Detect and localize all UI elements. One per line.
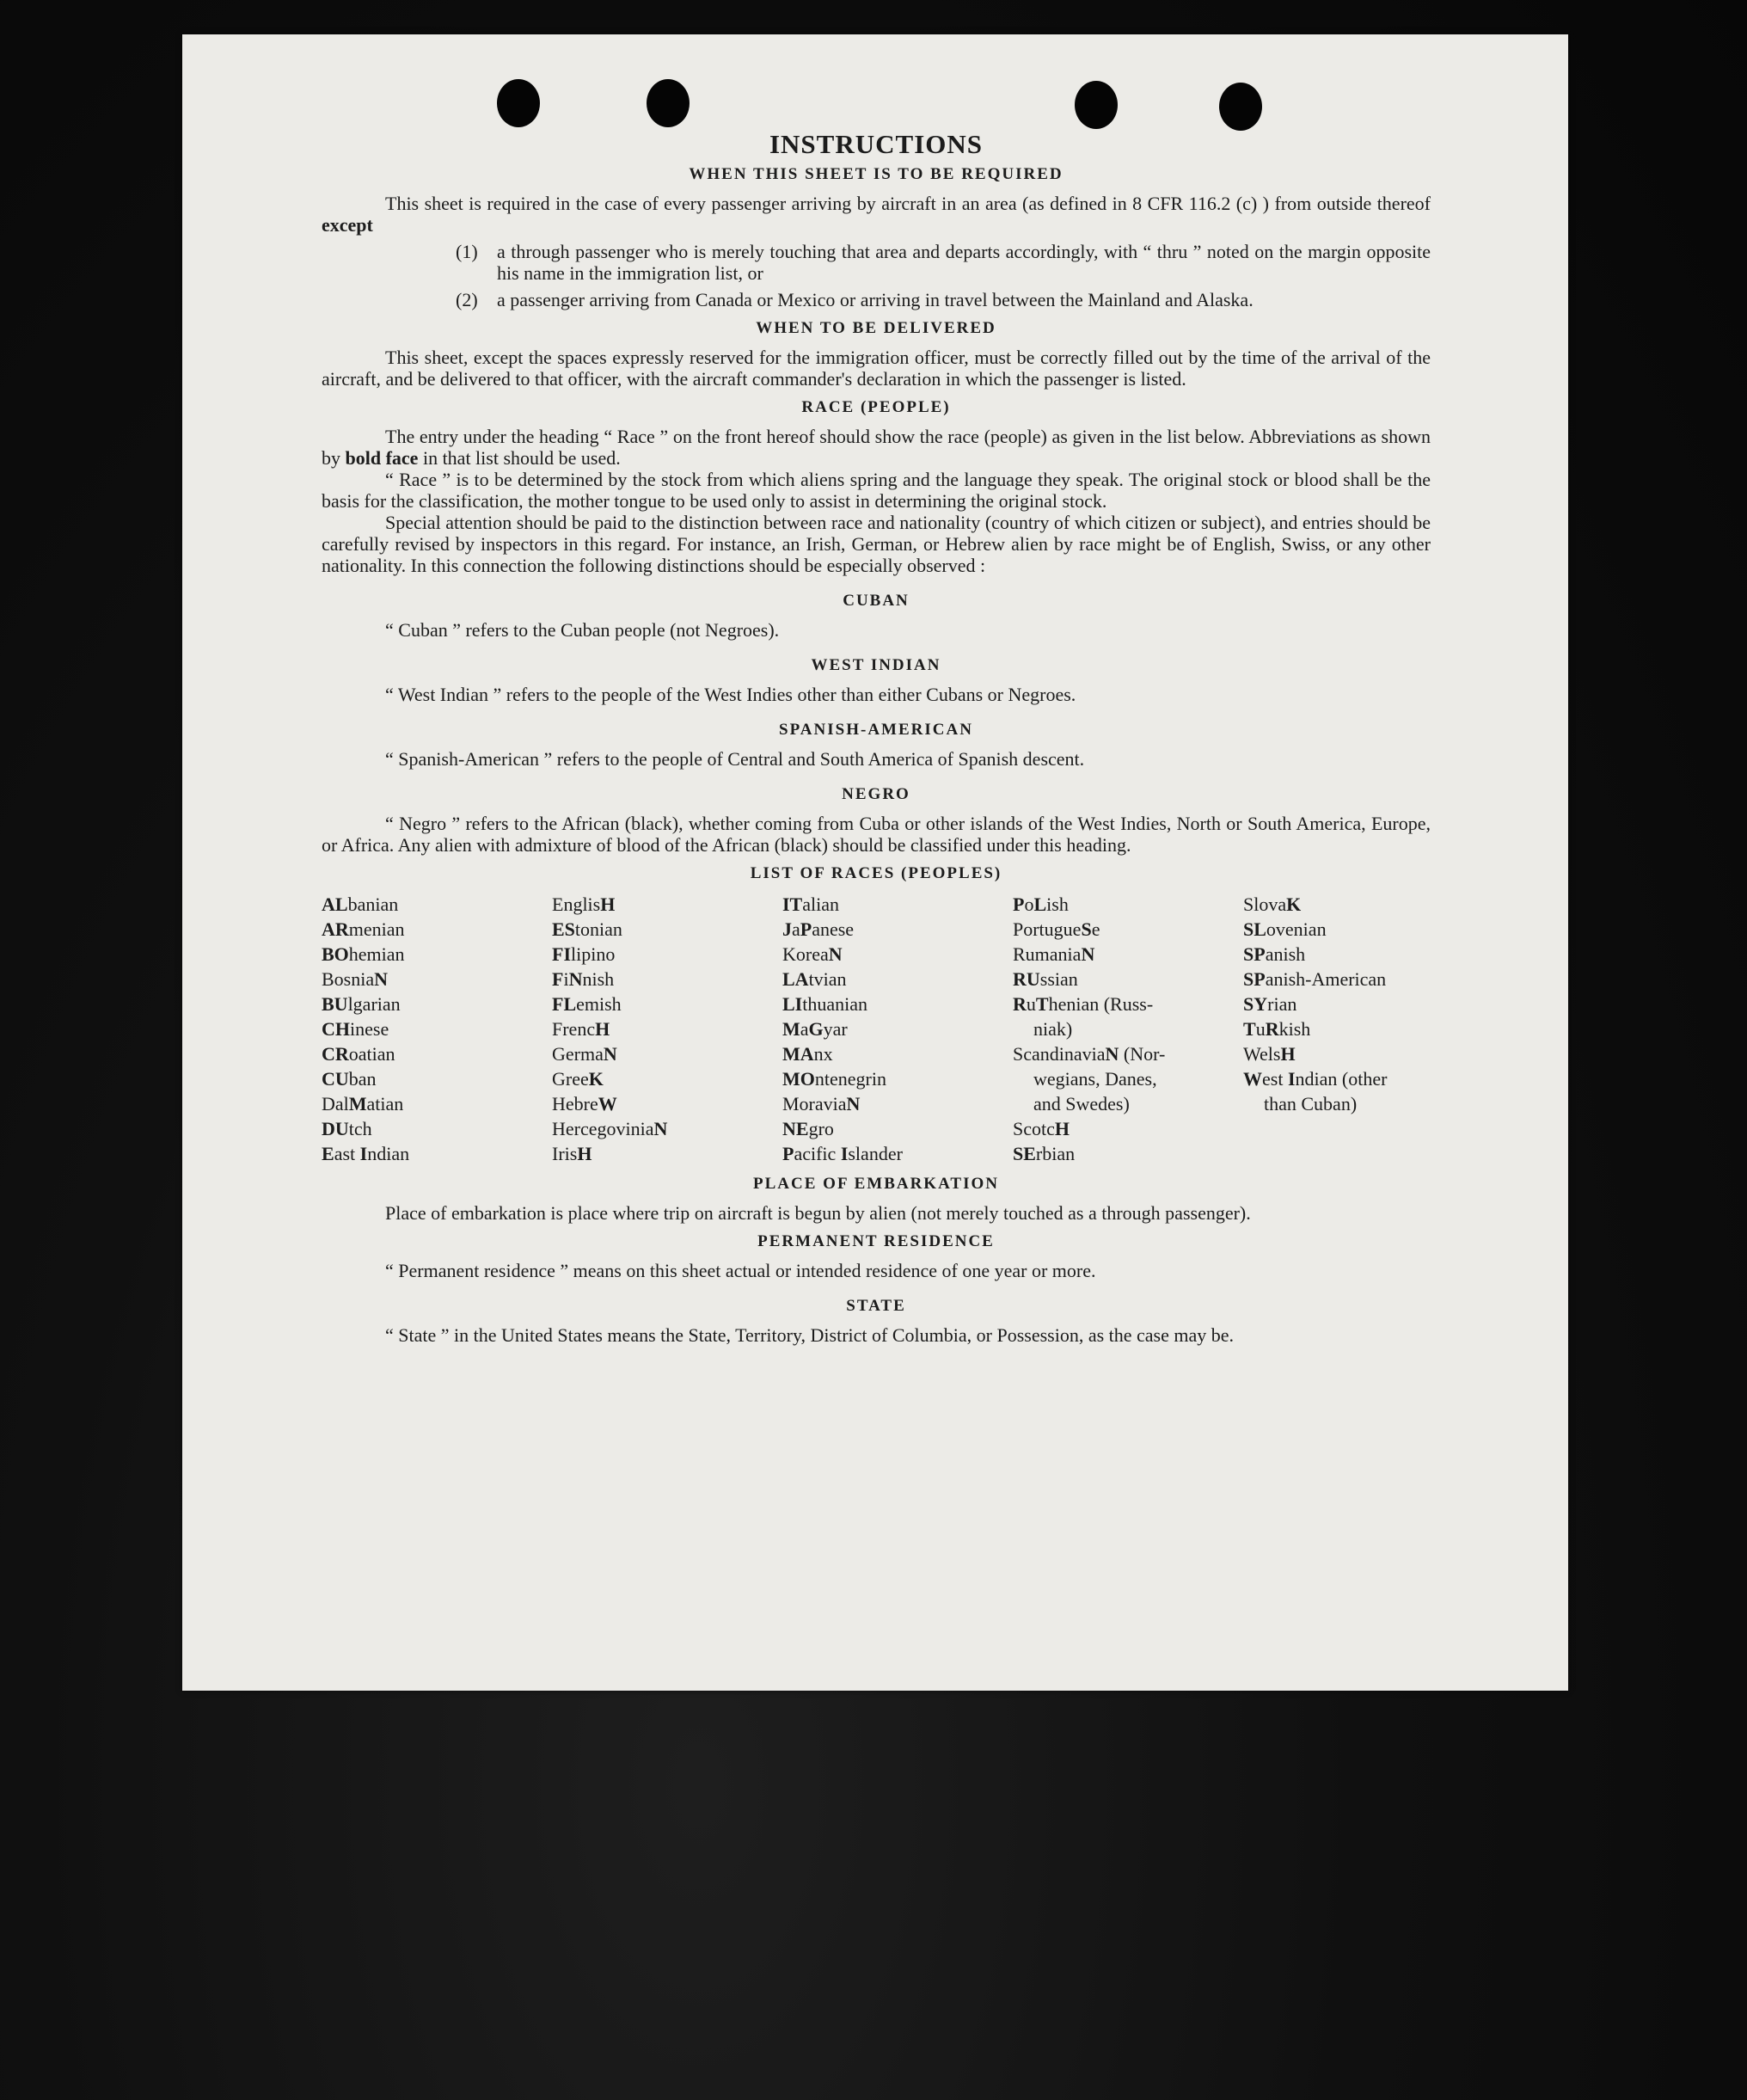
race-text: Dal <box>322 1093 349 1114</box>
race-text: ndian (other <box>1295 1068 1388 1090</box>
required-intro-emphasis: except <box>322 214 373 236</box>
race-entry-continuation: than Cuban) <box>1264 1093 1358 1114</box>
spanish-american-text: “ Spanish-American ” refers to the people of Central and South America of Spanish descent. <box>385 748 1085 770</box>
race-entry-continuation: niak) <box>1033 1018 1073 1040</box>
punch-hole <box>647 79 690 127</box>
race-entry <box>1013 992 1243 1016</box>
race-text: henian (Russ- <box>1048 993 1154 1015</box>
section-heading-cuban: CUBAN <box>843 592 910 610</box>
punch-hole <box>1075 81 1118 129</box>
race-entry <box>1243 1091 1474 1116</box>
instructions-content <box>322 129 1431 1346</box>
punch-hole <box>1219 83 1262 131</box>
race-entry <box>322 967 552 992</box>
race-text: Iris <box>552 1143 578 1164</box>
race-text: Scandinavia <box>1013 1043 1106 1065</box>
race-text: emish <box>576 993 622 1015</box>
race-entry <box>552 942 782 967</box>
race-abbrev: H <box>1054 1118 1070 1139</box>
embarkation-text: Place of embarkation is place where trip on aircraft is begun by alien (not merely touched as a through passenger). <box>385 1202 1251 1224</box>
list-item <box>456 289 1431 310</box>
section-heading-state: STATE <box>846 1297 906 1315</box>
race-abbrev: FI <box>552 943 571 965</box>
required-intro-text: This sheet is required in the case of every passenger arriving by aircraft in an area (as defined in 8 CFR 116.2 (c) ) from outside thereof <box>385 193 1431 214</box>
race-abbrev: I <box>359 1143 368 1164</box>
race-entry <box>1013 1141 1243 1166</box>
list-item-text: a through passenger who is merely touching that area and departs accordingly, with “ thru ” noted on the margin opposite his name in the immigration list, or <box>497 241 1431 284</box>
race-text: (Nor- <box>1119 1043 1166 1065</box>
race-text: Englis <box>552 893 601 915</box>
section-heading-required: WHEN THIS SHEET IS TO BE REQUIRED <box>689 165 1064 183</box>
race-text: Wels <box>1243 1043 1281 1065</box>
race-entry <box>1243 967 1474 992</box>
race-entry <box>322 1041 552 1066</box>
negro-text: “ Negro ” refers to the African (black), whether coming from Cuba or other islands of the West Indies, North or South America, Europe, or Africa. Any alien with admixture of blood of the African (black) should be classified under this heading. <box>322 813 1431 856</box>
residence-text: “ Permanent residence ” means on this sheet actual or intended residence of one year or more. <box>385 1260 1096 1281</box>
race-text: Bosnia <box>322 968 375 990</box>
section-heading-spanish-american: SPANISH-AMERICAN <box>779 721 973 739</box>
race-entry <box>1243 942 1474 967</box>
race-text: menian <box>348 918 405 940</box>
race-entry <box>552 992 782 1016</box>
race-text: banian <box>347 893 399 915</box>
race-entry <box>782 1041 1013 1066</box>
race-abbrev: W <box>1243 1068 1262 1090</box>
race-text: tvian <box>808 968 847 990</box>
race-text: kish <box>1278 1018 1311 1040</box>
race-text: acific <box>794 1143 841 1164</box>
punch-hole <box>497 79 540 127</box>
race-entry <box>322 942 552 967</box>
race-text: est <box>1262 1068 1288 1090</box>
race-entry <box>552 1091 782 1116</box>
race-text: Slova <box>1243 893 1287 915</box>
race-text: Moravia <box>782 1093 847 1114</box>
race-text: nish <box>582 968 615 990</box>
race-abbrev: SP <box>1243 943 1266 965</box>
race-text: hemian <box>348 943 405 965</box>
race-entry <box>782 1016 1013 1041</box>
race-entry <box>552 967 782 992</box>
race-text: o <box>1024 893 1034 915</box>
race-abbrev: SL <box>1243 918 1266 940</box>
race-text: a <box>792 918 800 940</box>
list-item-text: a passenger arriving from Canada or Mexico or arriving in travel between the Mainland and Alaska. <box>497 289 1254 310</box>
race-entry <box>782 1091 1013 1116</box>
race-abbrev: M <box>782 1018 800 1040</box>
race-text: oatian <box>348 1043 395 1065</box>
race-text: ast <box>334 1143 360 1164</box>
race-abbrev: N <box>603 1043 617 1065</box>
required-intro <box>322 193 1431 236</box>
race-entry <box>1013 942 1243 967</box>
race-abbrev: F <box>552 968 564 990</box>
race-text: ssian <box>1039 968 1078 990</box>
race-text: Germa <box>552 1043 604 1065</box>
race-text: ovenian <box>1266 918 1327 940</box>
race-abbrev: N <box>568 968 583 990</box>
race-entry <box>322 1091 552 1116</box>
race-entry <box>322 1116 552 1141</box>
race-abbrev: FL <box>552 993 577 1015</box>
west-indian-text: “ West Indian ” refers to the people of the West Indies other than either Cubans or Negroes. <box>385 684 1076 705</box>
race-abbrev: DU <box>322 1118 349 1139</box>
race-text: lgarian <box>347 993 401 1015</box>
race-abbrev: CR <box>322 1043 349 1065</box>
race-column <box>552 892 782 1166</box>
race-text: inese <box>350 1018 389 1040</box>
section-heading-race: RACE (PEOPLE) <box>801 398 951 416</box>
race-entry <box>322 992 552 1016</box>
race-abbrev: N <box>653 1118 668 1139</box>
section-heading-residence: PERMANENT RESIDENCE <box>757 1232 995 1250</box>
race-abbrev: P <box>1013 893 1025 915</box>
race-p1-bold: bold face <box>345 447 419 469</box>
race-abbrev: K <box>1286 893 1302 915</box>
race-abbrev: M <box>348 1093 367 1114</box>
race-column <box>1243 892 1474 1166</box>
race-text: Rumania <box>1013 943 1082 965</box>
race-entry <box>1013 1091 1243 1116</box>
race-abbrev: SP <box>1243 968 1266 990</box>
race-abbrev: P <box>800 918 812 940</box>
race-paragraph-2: “ Race ” is to be determined by the stock from which aliens spring and the language they speak. The original stock or blood shall be the basis for the classification, the mother tongue to be used only to assist in determining the original stock. <box>322 469 1431 512</box>
race-abbrev: LA <box>782 968 809 990</box>
race-text: ban <box>348 1068 377 1090</box>
race-abbrev: IT <box>782 893 803 915</box>
race-abbrev: P <box>782 1143 794 1164</box>
race-entry-continuation: and Swedes) <box>1033 1093 1130 1114</box>
race-entry <box>322 917 552 942</box>
race-entry <box>782 942 1013 967</box>
race-entry <box>552 917 782 942</box>
race-text: gro <box>808 1118 834 1139</box>
race-text: tonian <box>574 918 622 940</box>
race-abbrev: H <box>1280 1043 1296 1065</box>
race-text: slander <box>848 1143 903 1164</box>
state-text: “ State ” in the United States means the State, Territory, District of Columbia, or Possession, as the case may be. <box>385 1324 1235 1346</box>
race-entry <box>782 1116 1013 1141</box>
race-abbrev: AR <box>322 918 349 940</box>
race-abbrev: MO <box>782 1068 815 1090</box>
section-heading-negro: NEGRO <box>842 785 910 803</box>
race-abbrev: ES <box>552 918 575 940</box>
list-item-number: (2) <box>456 289 478 310</box>
race-entry <box>1013 967 1243 992</box>
race-abbrev: H <box>577 1143 592 1164</box>
race-text: Frenc <box>552 1018 596 1040</box>
race-abbrev: CU <box>322 1068 349 1090</box>
race-entry <box>1243 892 1474 917</box>
race-entry <box>552 1041 782 1066</box>
list-item-number: (1) <box>456 241 478 262</box>
race-abbrev: NE <box>782 1118 809 1139</box>
race-entry <box>552 1116 782 1141</box>
race-paragraph-1 <box>322 426 1431 469</box>
race-entry <box>552 892 782 917</box>
race-abbrev: W <box>598 1093 617 1114</box>
race-abbrev: LI <box>782 993 803 1015</box>
race-abbrev: RU <box>1013 968 1040 990</box>
race-abbrev: N <box>1105 1043 1119 1065</box>
race-entry <box>552 1066 782 1091</box>
race-entry <box>1243 992 1474 1016</box>
race-entry <box>782 917 1013 942</box>
race-abbrev: I <box>840 1143 849 1164</box>
race-p1-after: in that list should be used. <box>422 447 621 469</box>
race-abbrev: E <box>322 1143 334 1164</box>
race-text: e <box>1091 918 1100 940</box>
race-entry <box>782 1141 1013 1166</box>
race-entry <box>322 1066 552 1091</box>
race-entry <box>782 1066 1013 1091</box>
race-text: ish <box>1046 893 1069 915</box>
race-abbrev: SE <box>1013 1143 1036 1164</box>
race-abbrev: SY <box>1243 993 1268 1015</box>
race-entry <box>322 1141 552 1166</box>
races-list <box>322 892 1431 1166</box>
race-abbrev: CH <box>322 1018 350 1040</box>
race-abbrev: G <box>808 1018 824 1040</box>
race-text: rian <box>1267 993 1297 1015</box>
race-text: tch <box>348 1118 372 1139</box>
race-abbrev: R <box>1265 1018 1279 1040</box>
race-text: Gree <box>552 1068 589 1090</box>
race-abbrev: I <box>1287 1068 1296 1090</box>
race-text: rbian <box>1035 1143 1076 1164</box>
race-text: u <box>1026 993 1036 1015</box>
race-abbrev: R <box>1013 993 1027 1015</box>
section-heading-delivered: WHEN TO BE DELIVERED <box>756 319 996 337</box>
page-title: INSTRUCTIONS <box>769 129 983 159</box>
race-entry <box>1013 1041 1243 1066</box>
race-abbrev: N <box>828 943 843 965</box>
race-text: nx <box>813 1043 833 1065</box>
delivered-text: This sheet, except the spaces expressly reserved for the immigration officer, must be correctly filled out by the time of the arrival of the aircraft, and be delivered to that officer, with the aircraft commander's declaration in which the passenger is listed. <box>322 347 1431 390</box>
race-abbrev: T <box>1035 993 1049 1015</box>
race-entry <box>1013 1016 1243 1041</box>
race-text: a <box>800 1018 809 1040</box>
race-entry <box>1243 1041 1474 1066</box>
race-text: alian <box>802 893 840 915</box>
race-entry <box>1243 917 1474 942</box>
race-abbrev: T <box>1243 1018 1256 1040</box>
race-text: anish-American <box>1265 968 1387 990</box>
section-heading-races-list: LIST OF RACES (PEOPLES) <box>750 864 1002 882</box>
race-abbrev: AL <box>322 893 348 915</box>
document-page <box>182 34 1568 1691</box>
race-text: u <box>1255 1018 1266 1040</box>
race-abbrev: L <box>1033 893 1047 915</box>
race-text: atian <box>366 1093 404 1114</box>
race-abbrev: N <box>374 968 389 990</box>
race-abbrev: BU <box>322 993 348 1015</box>
race-entry <box>552 1141 782 1166</box>
race-text: Portugue <box>1013 918 1082 940</box>
race-entry <box>782 892 1013 917</box>
race-entry <box>1013 1066 1243 1091</box>
race-paragraph-3: Special attention should be paid to the distinction between race and nationality (country of which citizen or subject), and entries should be carefully revised by inspectors in this regard. For instance, an Irish, German, or Hebrew alien by race might be of English, Swiss, or any other nationality. In this connection the following distinctions should be especially observed : <box>322 512 1431 576</box>
race-entry <box>552 1016 782 1041</box>
race-text: Korea <box>782 943 829 965</box>
race-text: anese <box>812 918 855 940</box>
race-entry <box>782 992 1013 1016</box>
race-abbrev: N <box>846 1093 861 1114</box>
race-entry <box>1243 1016 1474 1041</box>
list-item <box>456 241 1431 284</box>
race-text: ndian <box>367 1143 410 1164</box>
cuban-text: “ Cuban ” refers to the Cuban people (not Negroes). <box>385 619 780 641</box>
race-abbrev: H <box>595 1018 610 1040</box>
race-column <box>1013 892 1243 1166</box>
race-entry-continuation: wegians, Danes, <box>1033 1068 1157 1090</box>
race-text: thuanian <box>802 993 868 1015</box>
race-column <box>782 892 1013 1166</box>
race-text: lipino <box>571 943 616 965</box>
race-entry <box>322 1016 552 1041</box>
race-abbrev: H <box>600 893 616 915</box>
race-text: Hercegovinia <box>552 1118 654 1139</box>
race-entry <box>322 892 552 917</box>
race-entry <box>1013 917 1243 942</box>
race-p1-before: The entry under the heading “ Race ” on the front hereof should show the race (people) as given in the list below. Abbreviations as shown by <box>322 426 1431 469</box>
race-column <box>322 892 552 1166</box>
race-text: anish <box>1265 943 1306 965</box>
race-text: Scotc <box>1013 1118 1055 1139</box>
race-abbrev: K <box>588 1068 604 1090</box>
race-text: i <box>563 968 569 990</box>
race-abbrev: N <box>1081 943 1095 965</box>
section-heading-west-indian: WEST INDIAN <box>811 656 941 674</box>
race-abbrev: BO <box>322 943 349 965</box>
race-entry <box>782 967 1013 992</box>
section-heading-embarkation: PLACE OF EMBARKATION <box>753 1175 999 1193</box>
race-entry <box>1013 1116 1243 1141</box>
race-text: yar <box>823 1018 848 1040</box>
race-text: ntenegrin <box>814 1068 886 1090</box>
race-entry <box>1013 892 1243 917</box>
race-abbrev: S <box>1081 918 1092 940</box>
race-entry <box>1243 1066 1474 1091</box>
race-text: Hebre <box>552 1093 598 1114</box>
race-abbrev: MA <box>782 1043 814 1065</box>
race-abbrev: J <box>782 918 792 940</box>
